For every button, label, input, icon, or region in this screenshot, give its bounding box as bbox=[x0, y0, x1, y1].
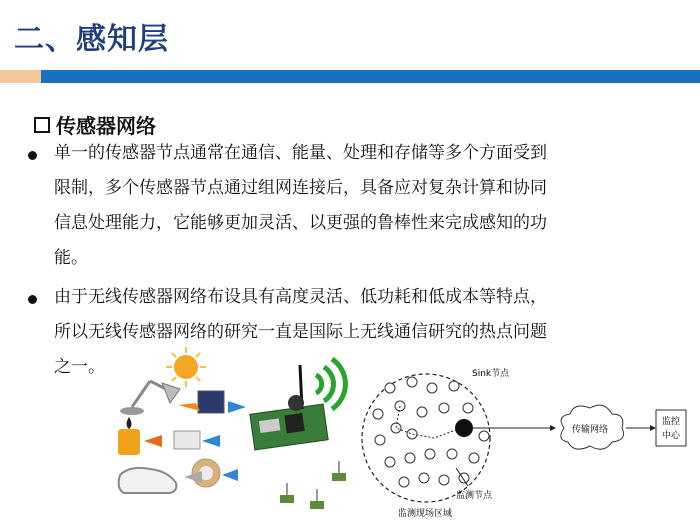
monitor-label-1: 监控 bbox=[662, 417, 681, 427]
bullet-2-line-2: 所以无线传感器网络的研究一直是国际上无线通信研究的热点问题 bbox=[54, 322, 547, 342]
region-label: 监测现场区域 bbox=[398, 509, 453, 518]
lamp-icon bbox=[120, 381, 180, 415]
bullet-2-line-1: 由于无线传感器网络布设具有高度灵活、低功耗和低成本等特点， bbox=[54, 287, 547, 307]
solar-cell-icon bbox=[198, 391, 224, 413]
section-heading-text: 传感器网络 bbox=[56, 114, 156, 138]
section-heading bbox=[34, 110, 156, 139]
shoe-icon bbox=[119, 468, 177, 493]
bullet-1-line-4: 能。 bbox=[54, 248, 88, 268]
bullet-dot-icon bbox=[28, 295, 37, 304]
arrow-icon bbox=[550, 425, 556, 431]
title-accent-orange-bar bbox=[0, 70, 41, 83]
arrow-icon bbox=[650, 425, 656, 431]
monitor-label-2: 中心 bbox=[662, 431, 681, 441]
sun-icon bbox=[166, 347, 206, 387]
bullet-dot-icon bbox=[28, 151, 37, 160]
slide-title: 二、感知层 bbox=[14, 22, 169, 57]
sink-node bbox=[455, 419, 473, 437]
sink-label: Sink节点 bbox=[472, 369, 510, 379]
bullet-1-line-3: 信息处理能力，它能够更加灵活、以更强的鲁棒性来完成感知的功 bbox=[54, 213, 547, 233]
bullet-1 bbox=[28, 136, 547, 276]
wireless-signal-icon bbox=[316, 359, 345, 409]
candle-icon bbox=[118, 417, 140, 455]
title-accent-blue-bar bbox=[41, 70, 700, 83]
square-bullet-icon bbox=[34, 117, 50, 133]
network-diagram bbox=[360, 358, 700, 518]
node-label: 监测节点 bbox=[456, 491, 493, 501]
sensor-node-illustration bbox=[110, 345, 360, 520]
thermal-sensor-icon bbox=[174, 431, 200, 449]
transport-label: 传输网络 bbox=[572, 425, 609, 435]
bullet-1-line-1: 单一的传感器节点通常在通信、能量、处理和存储等多个方面受到 bbox=[54, 143, 547, 163]
bullet-2-line-3: 之一。 bbox=[54, 357, 105, 377]
bullet-1-line-2: 限制，多个传感器节点通过组网连接后，具备应对复杂计算和协同 bbox=[54, 178, 547, 198]
small-node-icons bbox=[280, 461, 346, 509]
